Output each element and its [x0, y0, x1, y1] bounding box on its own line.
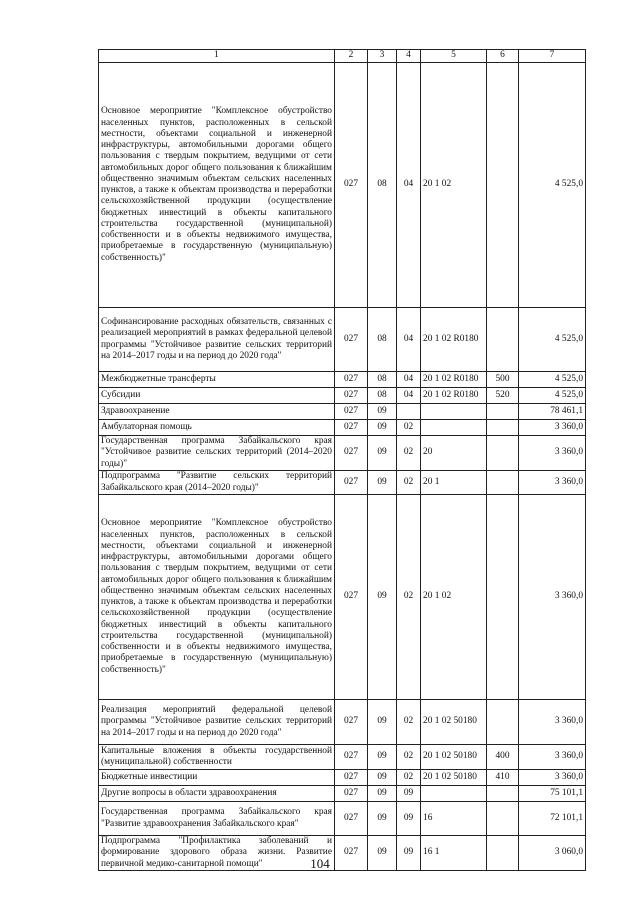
cell-expense-type	[487, 63, 519, 308]
cell-section: 09	[368, 802, 397, 836]
cell-target-article: 20 1 02	[421, 63, 487, 308]
cell-amount: 3 360,0	[519, 436, 586, 471]
cell-admin-code: 027	[335, 836, 368, 871]
cell-name: Межбюджетные трансферты	[99, 372, 335, 388]
table-row	[99, 802, 586, 836]
cell-section: 09	[368, 700, 397, 745]
cell-amount: 3 360,0	[519, 700, 586, 745]
cell-subsection: 09	[397, 836, 421, 871]
cell-name: Подпрограмма "Развитие сельских территорий Забайкальского края (2014–2020 годы)"	[99, 471, 335, 495]
cell-target-article: 20	[421, 436, 487, 471]
cell-admin-code: 027	[335, 436, 368, 471]
table-row	[99, 404, 586, 420]
cell-section: 09	[368, 770, 397, 786]
cell-subsection: 02	[397, 745, 421, 770]
cell-expense-type: 410	[487, 770, 519, 786]
header-col-7: 7	[519, 50, 586, 63]
cell-section: 08	[368, 372, 397, 388]
header-col-2: 2	[335, 50, 368, 63]
cell-section: 09	[368, 495, 397, 700]
cell-subsection: 09	[397, 802, 421, 836]
cell-admin-code: 027	[335, 745, 368, 770]
cell-expense-type	[487, 700, 519, 745]
cell-admin-code: 027	[335, 420, 368, 436]
cell-admin-code: 027	[335, 770, 368, 786]
cell-section: 09	[368, 420, 397, 436]
cell-target-article	[421, 786, 487, 802]
cell-section: 09	[368, 836, 397, 871]
cell-expense-type: 500	[487, 372, 519, 388]
cell-subsection: 04	[397, 308, 421, 372]
cell-admin-code: 027	[335, 786, 368, 802]
cell-expense-type	[487, 420, 519, 436]
cell-section: 09	[368, 436, 397, 471]
cell-target-article: 20 1 02 50180	[421, 745, 487, 770]
cell-expense-type	[487, 802, 519, 836]
cell-target-article: 16 1	[421, 836, 487, 871]
cell-target-article: 20 1 02 R0180	[421, 388, 487, 404]
cell-target-article: 20 1 02 50180	[421, 700, 487, 745]
cell-section: 09	[368, 471, 397, 495]
cell-amount: 4 525,0	[519, 308, 586, 372]
cell-expense-type	[487, 471, 519, 495]
cell-section: 08	[368, 388, 397, 404]
cell-section: 09	[368, 745, 397, 770]
table-row	[99, 436, 586, 471]
cell-name: Основное мероприятие "Комплексное обустройство населенных пунктов, расположенных в сельской местности, объектами социальной и инженерной инфраструктуры, автомобильными дорогами общего пользования с твердым покрытием, ведущими от сети автомобильных дорог общего пользования к ближайшим общественно значимым объектам сельских населенных пунктов, а также к объектам производства и переработки сельскохозяйственной продукции (осуществление бюджетных инвестиций в объекты капитального строительства государственной (муниципальной) собственности и в объекты недвижимого имущества, приобретаемые в государственную (муниципальную) собственность)"	[99, 63, 335, 308]
cell-subsection: 04	[397, 63, 421, 308]
cell-expense-type: 520	[487, 388, 519, 404]
cell-amount: 3 360,0	[519, 495, 586, 700]
cell-amount: 75 101,1	[519, 786, 586, 802]
cell-subsection: 09	[397, 786, 421, 802]
table-row	[99, 308, 586, 372]
cell-name: Здравоохранение	[99, 404, 335, 420]
cell-subsection: 02	[397, 770, 421, 786]
cell-expense-type	[487, 436, 519, 471]
cell-target-article: 20 1 02 50180	[421, 770, 487, 786]
table-row	[99, 372, 586, 388]
cell-admin-code: 027	[335, 308, 368, 372]
header-col-1: 1	[99, 50, 335, 63]
cell-subsection: 02	[397, 420, 421, 436]
table-row	[99, 495, 586, 700]
cell-section: 09	[368, 786, 397, 802]
cell-admin-code: 027	[335, 372, 368, 388]
cell-admin-code: 027	[335, 404, 368, 420]
cell-name: Государственная программа Забайкальского края "Устойчивое развитие сельских территорий (2014–2020 годы)"	[99, 436, 335, 471]
table-row	[99, 420, 586, 436]
cell-name: Софинансирование расходных обязательств, связанных с реализацией мероприятий в рамках федеральной целевой программы "Устойчивое развитие сельских территорий на 2014–2017 годы и на период до 2020 года"	[99, 308, 335, 372]
cell-target-article: 20 1 02 R0180	[421, 308, 487, 372]
cell-expense-type	[487, 786, 519, 802]
header-col-4: 4	[397, 50, 421, 63]
cell-amount: 3 360,0	[519, 745, 586, 770]
cell-name: Другие вопросы в области здравоохранения	[99, 786, 335, 802]
cell-expense-type	[487, 308, 519, 372]
cell-name: Амбулаторная помощь	[99, 420, 335, 436]
cell-section: 08	[368, 308, 397, 372]
cell-subsection: 02	[397, 700, 421, 745]
table-row	[99, 700, 586, 745]
cell-subsection: 02	[397, 436, 421, 471]
cell-amount: 4 525,0	[519, 63, 586, 308]
cell-expense-type: 400	[487, 745, 519, 770]
header-col-6: 6	[487, 50, 519, 63]
table-row	[99, 770, 586, 786]
cell-name: Основное мероприятие "Комплексное обустройство населенных пунктов, расположенных в сельской местности, объектами социальной и инженерной инфраструктуры, автомобильными дорогами общего пользования с твердым покрытием, ведущими от сети автомобильных дорог общего пользования к ближайшим общественно значимым объектам сельских населенных пунктов, а также к объектам производства и переработки сельскохозяйственной продукции (осуществление бюджетных инвестиций в объекты капитального строительства государственной (муниципальной) собственности и в объекты недвижимого имущества, приобретаемые в государственную (муниципальную) собственность)"	[99, 495, 335, 700]
budget-table	[98, 49, 586, 871]
cell-expense-type	[487, 404, 519, 420]
table-row	[99, 388, 586, 404]
cell-expense-type	[487, 495, 519, 700]
cell-subsection: 02	[397, 495, 421, 700]
cell-name: Капитальные вложения в объекты государственной (муниципальной) собственности	[99, 745, 335, 770]
cell-target-article	[421, 404, 487, 420]
cell-name: Реализация мероприятий федеральной целевой программы "Устойчивое развитие сельских территорий на 2014–2017 годы и на период до 2020 года"	[99, 700, 335, 745]
table-row	[99, 63, 586, 308]
cell-admin-code: 027	[335, 471, 368, 495]
cell-target-article: 20 1	[421, 471, 487, 495]
cell-target-article: 20 1 02 R0180	[421, 372, 487, 388]
cell-amount: 78 461,1	[519, 404, 586, 420]
cell-subsection: 04	[397, 372, 421, 388]
table-row	[99, 471, 586, 495]
table-row	[99, 745, 586, 770]
cell-admin-code: 027	[335, 700, 368, 745]
page-number: 104	[310, 856, 330, 871]
cell-name: Бюджетные инвестиции	[99, 770, 335, 786]
cell-subsection: 02	[397, 471, 421, 495]
cell-name: Государственная программа Забайкальского края "Развитие здравоохранения Забайкальского края"	[99, 802, 335, 836]
cell-section: 09	[368, 404, 397, 420]
table-header-row	[99, 50, 586, 63]
cell-amount: 3 360,0	[519, 420, 586, 436]
table-row	[99, 786, 586, 802]
cell-amount: 3 360,0	[519, 770, 586, 786]
cell-name: Подпрограмма "Профилактика заболеваний и формирование здорового образа жизни. Развитие первичной медико-санитарной помощи"	[99, 836, 335, 871]
header-col-5: 5	[421, 50, 487, 63]
cell-amount: 4 525,0	[519, 388, 586, 404]
cell-amount: 3 060,0	[519, 836, 586, 871]
cell-admin-code: 027	[335, 495, 368, 700]
cell-section: 08	[368, 63, 397, 308]
cell-target-article: 20 1 02	[421, 495, 487, 700]
cell-amount: 3 360,0	[519, 471, 586, 495]
cell-subsection: 04	[397, 388, 421, 404]
cell-admin-code: 027	[335, 388, 368, 404]
cell-admin-code: 027	[335, 63, 368, 308]
cell-amount: 4 525,0	[519, 372, 586, 388]
cell-admin-code: 027	[335, 802, 368, 836]
cell-subsection	[397, 404, 421, 420]
cell-target-article: 16	[421, 802, 487, 836]
cell-amount: 72 101,1	[519, 802, 586, 836]
cell-name: Субсидии	[99, 388, 335, 404]
header-col-3: 3	[368, 50, 397, 63]
cell-target-article	[421, 420, 487, 436]
